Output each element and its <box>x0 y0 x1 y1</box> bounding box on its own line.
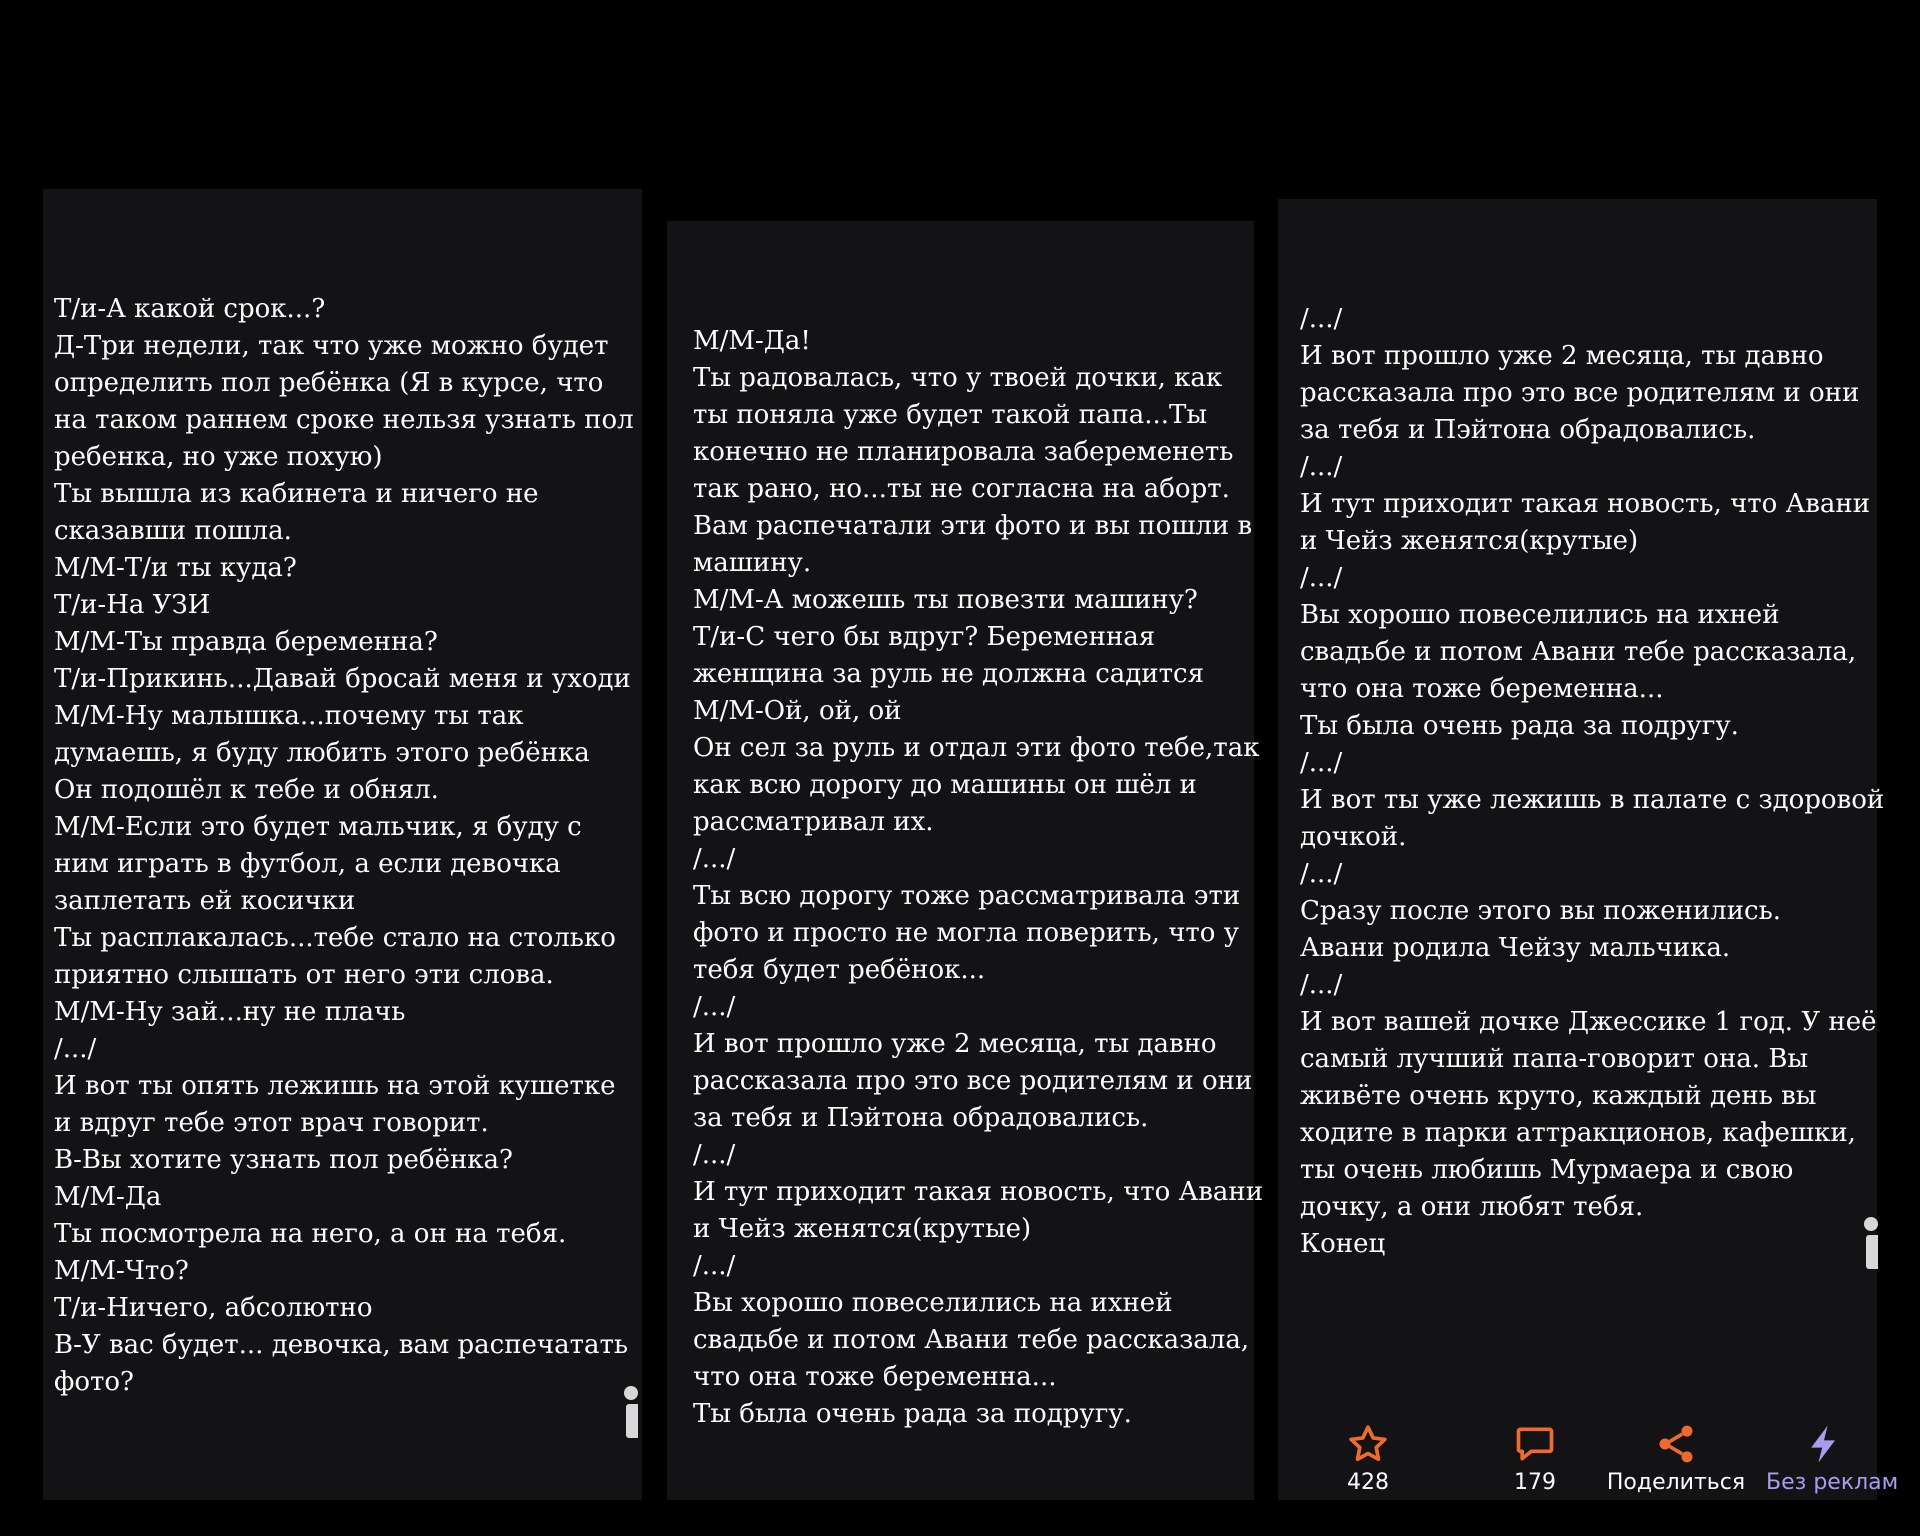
story-line: М/М-Что? <box>54 1256 189 1286</box>
story-text-1 <box>54 291 634 1401</box>
story-line: конечно не планировала забеременеть <box>693 437 1234 467</box>
lightning-icon <box>1802 1422 1846 1466</box>
story-line: Ты вышла из кабинета и ничего не <box>54 479 539 509</box>
story-line: рассказала про это все родителям и они <box>693 1066 1253 1096</box>
story-line: /.../ <box>693 992 736 1022</box>
story-line: ребенка, но уже похую) <box>54 442 383 472</box>
story-line: рассказала про это все родителям и они <box>1300 378 1860 408</box>
reaction-handle[interactable] <box>1862 1217 1880 1269</box>
story-line: /.../ <box>1300 563 1343 593</box>
story-line: И вот ты уже лежишь в палате с здоровой <box>1300 785 1885 815</box>
story-line: дочкой. <box>1300 822 1407 852</box>
story-line: приятно слышать от него эти слова. <box>54 960 554 990</box>
story-line: Ты радовалась, что у твоей дочки, как <box>693 363 1223 393</box>
story-line: /.../ <box>693 1251 736 1281</box>
share-icon <box>1654 1422 1698 1466</box>
story-line: фото? <box>54 1367 134 1397</box>
story-line: сказавши пошла. <box>54 516 292 546</box>
story-line: тебя будет ребёнок... <box>693 955 986 985</box>
rating-button[interactable] <box>1318 1412 1418 1500</box>
story-text-3 <box>1300 301 1884 1263</box>
story-line: Д-Три недели, так что уже можно будет <box>54 331 609 361</box>
share-button[interactable] <box>1596 1412 1756 1500</box>
story-line: /.../ <box>1300 304 1343 334</box>
story-line: определить пол ребёнка (Я в курсе, что <box>54 368 604 398</box>
story-line: и Чейз женятся(крутые) <box>693 1214 1032 1244</box>
story-text-2 <box>693 323 1263 1433</box>
story-line: и вдруг тебе этот врач говорит. <box>54 1108 489 1138</box>
story-line: живёте очень круто, каждый день вы <box>1300 1081 1817 1111</box>
story-line: М/М-Да! <box>693 326 811 356</box>
story-line: Т/и-Ничего, абсолютно <box>54 1293 373 1323</box>
story-line: женщина за руль не должна садится <box>693 659 1204 689</box>
story-line: на таком раннем сроке нельзя узнать пол <box>54 405 634 435</box>
story-line: ты поняла уже будет такой папа...Ты <box>693 400 1208 430</box>
story-line: как всю дорогу до машины он шёл и <box>693 770 1197 800</box>
reaction-tab <box>626 1404 638 1438</box>
story-line: М/М-Ну зай...ну не плачь <box>54 997 406 1027</box>
story-line: И тут приходит такая новость, что Авани <box>1300 489 1871 519</box>
rating-count: 428 <box>1347 1470 1389 1495</box>
reaction-handle[interactable] <box>622 1386 640 1438</box>
story-line: /.../ <box>1300 859 1343 889</box>
story-line: самый лучший папа-говорит она. Вы <box>1300 1044 1809 1074</box>
reaction-tab <box>1866 1235 1878 1269</box>
story-line: Конец <box>1300 1229 1386 1259</box>
story-line: так рано, но...ты не согласна на аборт. <box>693 474 1230 504</box>
story-line: И тут приходит такая новость, что Авани <box>693 1177 1264 1207</box>
story-line: что она тоже беременна... <box>693 1362 1057 1392</box>
story-line: свадьбе и потом Авани тебе рассказала, <box>1300 637 1857 667</box>
story-line: за тебя и Пэйтона обрадовались. <box>1300 415 1756 445</box>
star-icon <box>1346 1422 1390 1466</box>
story-line: /.../ <box>1300 748 1343 778</box>
story-line: дочку, а они любят тебя. <box>1300 1192 1644 1222</box>
story-line: Авани родила Чейзу мальчика. <box>1300 933 1731 963</box>
story-line: Вы хорошо повеселились на ихней <box>1300 600 1780 630</box>
story-page-2 <box>667 221 1264 1500</box>
story-line: В-У вас будет... девочка, вам распечатать <box>54 1330 629 1360</box>
story-line: Ты расплакалась...тебе стало на столько <box>54 923 616 953</box>
story-line: что она тоже беременна... <box>1300 674 1664 704</box>
story-line: М/М-Т/и ты куда? <box>54 553 297 583</box>
action-bar <box>1278 1412 1899 1500</box>
story-line: ходите в парки аттракционов, кафешки, <box>1300 1118 1856 1148</box>
story-page-3 <box>1278 199 1899 1500</box>
story-line: /.../ <box>54 1034 97 1064</box>
no-ads-button[interactable] <box>1766 1412 1899 1500</box>
story-line: Т/и-С чего бы вдруг? Беременная <box>693 622 1156 652</box>
story-line: рассматривал их. <box>693 807 934 837</box>
story-line: думаешь, я буду любить этого ребёнка <box>54 738 590 768</box>
story-line: И вот прошло уже 2 месяца, ты давно <box>693 1029 1217 1059</box>
story-line: Вы хорошо повеселились на ихней <box>693 1288 1173 1318</box>
story-line: М/М-Да <box>54 1182 162 1212</box>
story-page-1 <box>43 189 642 1500</box>
story-line: М/М-А можешь ты повезти машину? <box>693 585 1198 615</box>
story-line: машину. <box>693 548 812 578</box>
smiley-icon <box>624 1386 638 1400</box>
comments-count: 179 <box>1514 1470 1556 1495</box>
story-line: И вот ты опять лежишь на этой кушетке <box>54 1071 616 1101</box>
story-line: И вот вашей дочке Джессике 1 год. У неё <box>1300 1007 1877 1037</box>
comment-icon <box>1513 1422 1557 1466</box>
no-ads-label: Без реклам <box>1766 1470 1899 1495</box>
story-line: /.../ <box>693 844 736 874</box>
story-line: Т/и-А какой срок...? <box>54 294 326 324</box>
story-line: И вот прошло уже 2 месяца, ты давно <box>1300 341 1824 371</box>
story-line: Ты была очень рада за подругу. <box>693 1399 1132 1429</box>
story-line: Т/и-Прикинь...Давай бросай меня и уходи <box>54 664 631 694</box>
comments-button[interactable] <box>1485 1412 1585 1500</box>
story-line: Ты посмотрела на него, а он на тебя. <box>54 1219 567 1249</box>
story-line: Ты всю дорогу тоже рассматривала эти <box>693 881 1241 911</box>
story-line: /.../ <box>693 1140 736 1170</box>
story-line: Т/и-На УЗИ <box>54 590 211 620</box>
story-line: М/М-Ой, ой, ой <box>693 696 902 726</box>
story-line: свадьбе и потом Авани тебе рассказала, <box>693 1325 1250 1355</box>
story-line: заплетать ей косички <box>54 886 356 916</box>
story-line: М/М-Ты правда беременна? <box>54 627 438 657</box>
smiley-icon <box>1864 1217 1878 1231</box>
story-line: М/М-Если это будет мальчик, я буду с <box>54 812 582 842</box>
story-line: /.../ <box>1300 970 1343 1000</box>
story-line: М/М-Ну малышка...почему ты так <box>54 701 524 731</box>
story-line: Ты была очень рада за подругу. <box>1300 711 1739 741</box>
story-line: ты очень любишь Мурмаера и свою <box>1300 1155 1794 1185</box>
story-line: Он подошёл к тебе и обнял. <box>54 775 439 805</box>
story-line: ним играть в футбол, а если девочка <box>54 849 561 879</box>
story-line: фото и просто не могла поверить, что у <box>693 918 1239 948</box>
story-line: и Чейз женятся(крутые) <box>1300 526 1639 556</box>
story-line: Сразу после этого вы поженились. <box>1300 896 1781 926</box>
story-line: В-Вы хотите узнать пол ребёнка? <box>54 1145 513 1175</box>
story-line: за тебя и Пэйтона обрадовались. <box>693 1103 1149 1133</box>
story-line: Вам распечатали эти фото и вы пошли в <box>693 511 1253 541</box>
story-line: /.../ <box>1300 452 1343 482</box>
story-line: Он сел за руль и отдал эти фото тебе,так <box>693 733 1260 763</box>
share-label: Поделиться <box>1606 1470 1746 1495</box>
